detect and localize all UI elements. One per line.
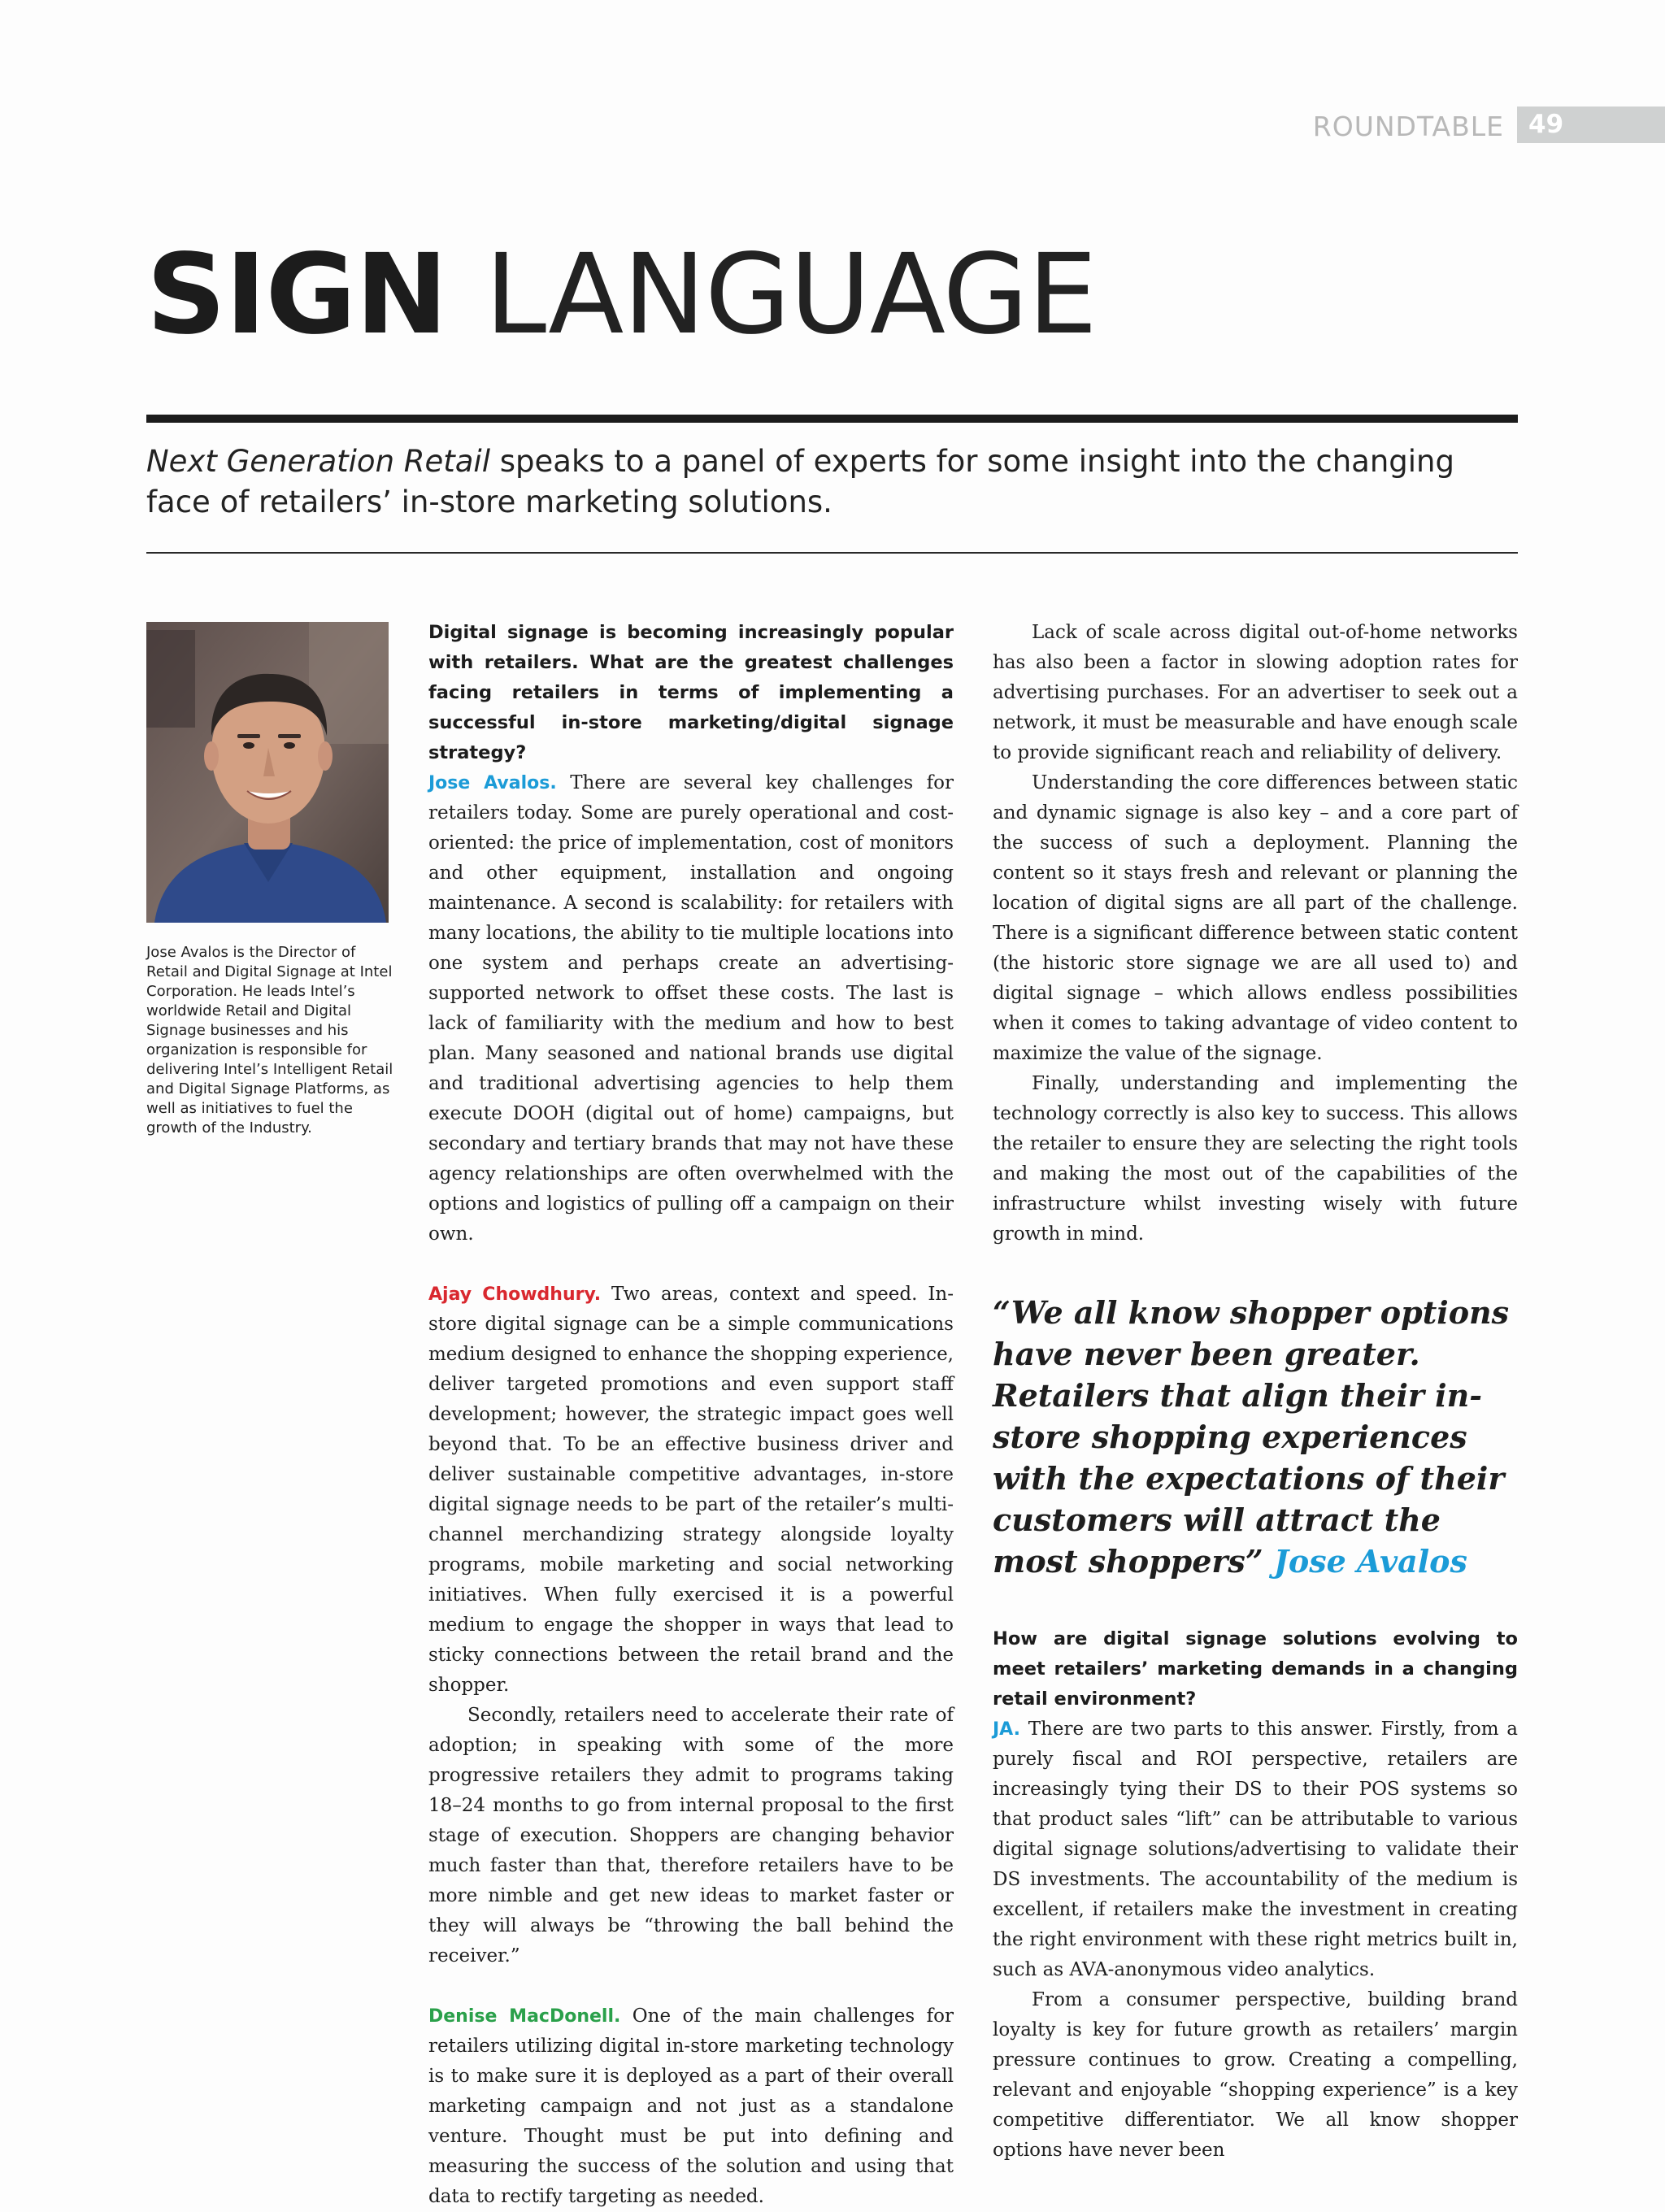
speaker-name-denise-macdonell: Denise MacDonell.: [428, 2006, 621, 2027]
question-2: How are digital signage solutions evolving to meet retailers’ marketing demands in a changing retail environment?: [993, 1628, 1518, 1710]
page-number: 49: [1528, 110, 1564, 139]
article-column-left: [428, 618, 954, 2212]
portrait-illustration: [146, 622, 389, 923]
portrait-photo: [146, 622, 389, 923]
answer-text: There are several key challenges for retailers today. Some are purely operational and cost-oriented: the price of implementation, cost of monitors and other equipment, installation and ongoing maintenance. A second is scalability: for retailers with many locations, the ability to tie multiple locations into one system and perhaps create an advertising-supported network to offset these costs. The last is lack of familiarity with the medium and how to best plan. Many seasoned and national brands use digital and traditional advertising agencies to help them execute DOOH (digital out of home) campaigns, but secondary and tertiary brands that may not have these agency relationships are often overwhelmed with the options and logistics of pulling off a campaign on their own.: [428, 772, 954, 1245]
answer-denise-macdonell: [428, 2001, 954, 2212]
answer-ja-continued: From a consumer perspective, building brand loyalty is key for future growth as retailers’ margin pressure continues to grow. Creating a compelling, relevant and enjoyable “shopping experience” is a key competitive differentiator. We all know shopper options have never been: [993, 1989, 1518, 2161]
title-rule: [146, 415, 1518, 423]
paragraph: Understanding the core differences between static and dynamic signage is also key – and a core part of the success of such a deployment. Planning the content so it stays fresh and relevant or planning the location of digital signs are all part of the challenge. There is a significant difference between static content (the historic store signage we are all used to) and digital signage – which allows endless possibilities when it comes to taking advantage of video content to maximize the value of the signage.: [993, 772, 1518, 1064]
speaker-name-jose-avalos: Jose Avalos.: [428, 773, 557, 793]
paragraph: Finally, understanding and implementing the technology correctly is also key to success. This allows the retailer to ensure they are selecting the right tools and making the most out of the capabilities of the infrastructure whilst investing wisely with future growth in mind.: [993, 1073, 1518, 1245]
answer-text: Two areas, context and speed. In-store digital signage can be a simple communications medium designed to enhance the shopping experience, deliver targeted promotions and even support staff development; however, the strategic impact goes well beyond that. To be an effective business driver and deliver sustainable competitive advantages, in-store digital signage needs to be part of the retailer’s multi-channel merchandizing strategy alongside loyalty programs, mobile marketing and social networking initiatives. When fully exercised it is a powerful medium to engage the shopper in ways that lead to sticky connections between the retail brand and the shopper.: [428, 1284, 954, 1696]
title-bold-word: SIGN: [146, 231, 447, 359]
pull-quote-text: “We all know shopper options have never been greater. Retailers that align their in-store shopping experiences with the expectations of their customers will attract the most shoppers”: [993, 1294, 1510, 1580]
title-light-word: LANGUAGE: [485, 231, 1097, 359]
answer-ja: [993, 1714, 1518, 1985]
answer-ajay-chowdhury: [428, 1280, 954, 1701]
photo-caption: Jose Avalos is the Director of Retail and Digital Signage at Intel Corporation. He leads Intel’s worldwide Retail and Digital Signage businesses and his organization is responsible for delivering Intel’s Intelligent Retail and Digital Signage Platforms, as well as initiatives to fuel the growth of the Industry.: [146, 944, 393, 1136]
pull-quote-attribution: Jose Avalos: [1273, 1543, 1467, 1580]
answer-text: There are two parts to this answer. Firstly, from a purely fiscal and ROI perspective, retailers are increasingly tying their DS to their POS systems so that product sales “lift” can be attributable to various digital signage solutions/advertising to validate their DS investments. The accountability of the medium is excellent, if retailers make the investment in creating the right environment with these right metrics built in, such as AVA-anonymous video analytics.: [993, 1719, 1518, 1980]
publication-name: Next Generation Retail: [146, 444, 490, 479]
pull-quote: [993, 1292, 1518, 1582]
paragraph: Lack of scale across digital out-of-home networks has also been a factor in slowing adoption rates for advertising purchases. For an advertiser to seek out a network, it must be measurable and have enough scale to provide significant reach and reliability of delivery.: [993, 622, 1518, 763]
answer-text: One of the main challenges for retailers utilizing digital in-store marketing technology is to make sure it is deployed as a part of their overall marketing campaign and not just as a standalone venture. Thought must be put into defining and measuring the success of the solution and using that data to rectify targeting as needed.: [428, 2006, 954, 2207]
answer-ajay-chowdhury-continued: Secondly, retailers need to accelerate their rate of adoption; in speaking with some of the more progressive retailers they admit to programs taking 18–24 months to go from internal proposal to the first stage of execution. Shoppers are changing behavior much faster than that, therefore retailers have to be more nimble and get new ideas to market faster or they will always be “throwing the ball behind the receiver.”: [428, 1705, 954, 1966]
standfirst-rule: [146, 552, 1518, 554]
page-title: [146, 231, 1097, 359]
answer-jose-avalos: [428, 768, 954, 1249]
article-column-right: [993, 618, 1518, 2166]
page-number-tab: [1517, 106, 1665, 143]
question-1: Digital signage is becoming increasingly popular with retailers. What are the greatest challenges facing retailers in terms of implementing a successful in-store marketing/digital signage strategy?: [428, 622, 954, 763]
speaker-name-ajay-chowdhury: Ajay Chowdhury.: [428, 1284, 602, 1305]
standfirst: [146, 441, 1518, 523]
section-label: ROUNDTABLE: [1312, 111, 1504, 142]
speaker-initials-ja: JA.: [993, 1719, 1020, 1740]
standfirst-text: speaks to a panel of experts for some insight into the changing face of retailers’ in-store marketing solutions.: [146, 444, 1454, 519]
